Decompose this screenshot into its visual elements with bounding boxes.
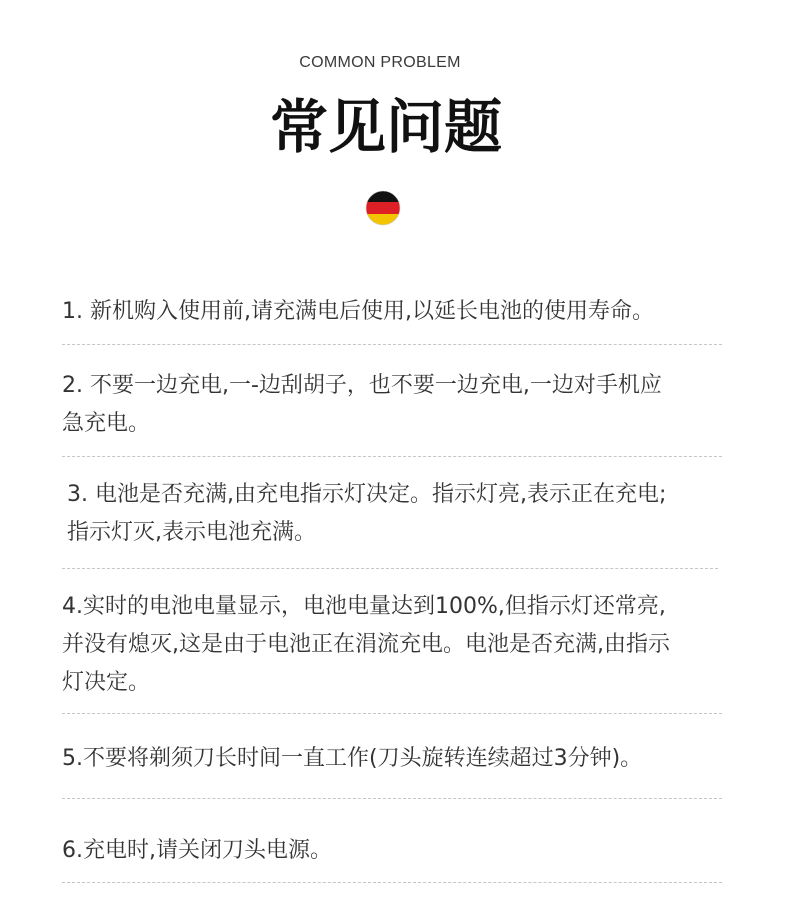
faq-item-6-line-1: 6.充电时,请关闭刀头电源。 (62, 838, 332, 863)
faq-item-5 (62, 740, 742, 778)
faq-item-3 (67, 476, 747, 552)
germany-flag-icon (365, 190, 401, 226)
faq-item-3-line-2: 指示灯灭,表示电池充满。 (67, 520, 316, 545)
divider (62, 713, 722, 714)
faq-item-2-line-1: 2. 不要一边充电,一-边刮胡子，也不要一边充电,一边对手机应 (62, 373, 662, 398)
faq-item-4-line-3: 灯决定。 (62, 670, 151, 695)
faq-item-4-line-2: 并没有熄灭,这是由于电池正在涓流充电。电池是否充满,由指示 (62, 632, 670, 657)
section-subtitle: COMMON PROBLEM (299, 54, 461, 71)
faq-item-2-line-2: 急充电。 (62, 411, 151, 436)
faq-item-4 (62, 588, 742, 702)
faq-item-4-line-1: 4.实时的电池电量显示，电池电量达到100%,但指示灯还常亮, (62, 594, 666, 619)
divider (62, 456, 722, 457)
page-title: 常见问题 (269, 93, 502, 161)
faq-item-1-line-1: 1. 新机购入使用前,请充满电后使用,以延长电池的使用寿命。 (62, 299, 654, 324)
faq-item-3-line-1: 3. 电池是否充满,由充电指示灯决定。指示灯亮,表示正在充电; (67, 482, 667, 507)
divider (62, 568, 718, 569)
divider (62, 798, 722, 799)
faq-item-1 (62, 293, 742, 331)
faq-item-2 (62, 367, 742, 443)
divider (62, 344, 722, 345)
faq-item-6 (62, 832, 742, 870)
divider (62, 882, 722, 883)
faq-item-5-line-1: 5.不要将剃须刀长时间一直工作(刀头旋转连续超过3分钟)。 (62, 746, 643, 771)
